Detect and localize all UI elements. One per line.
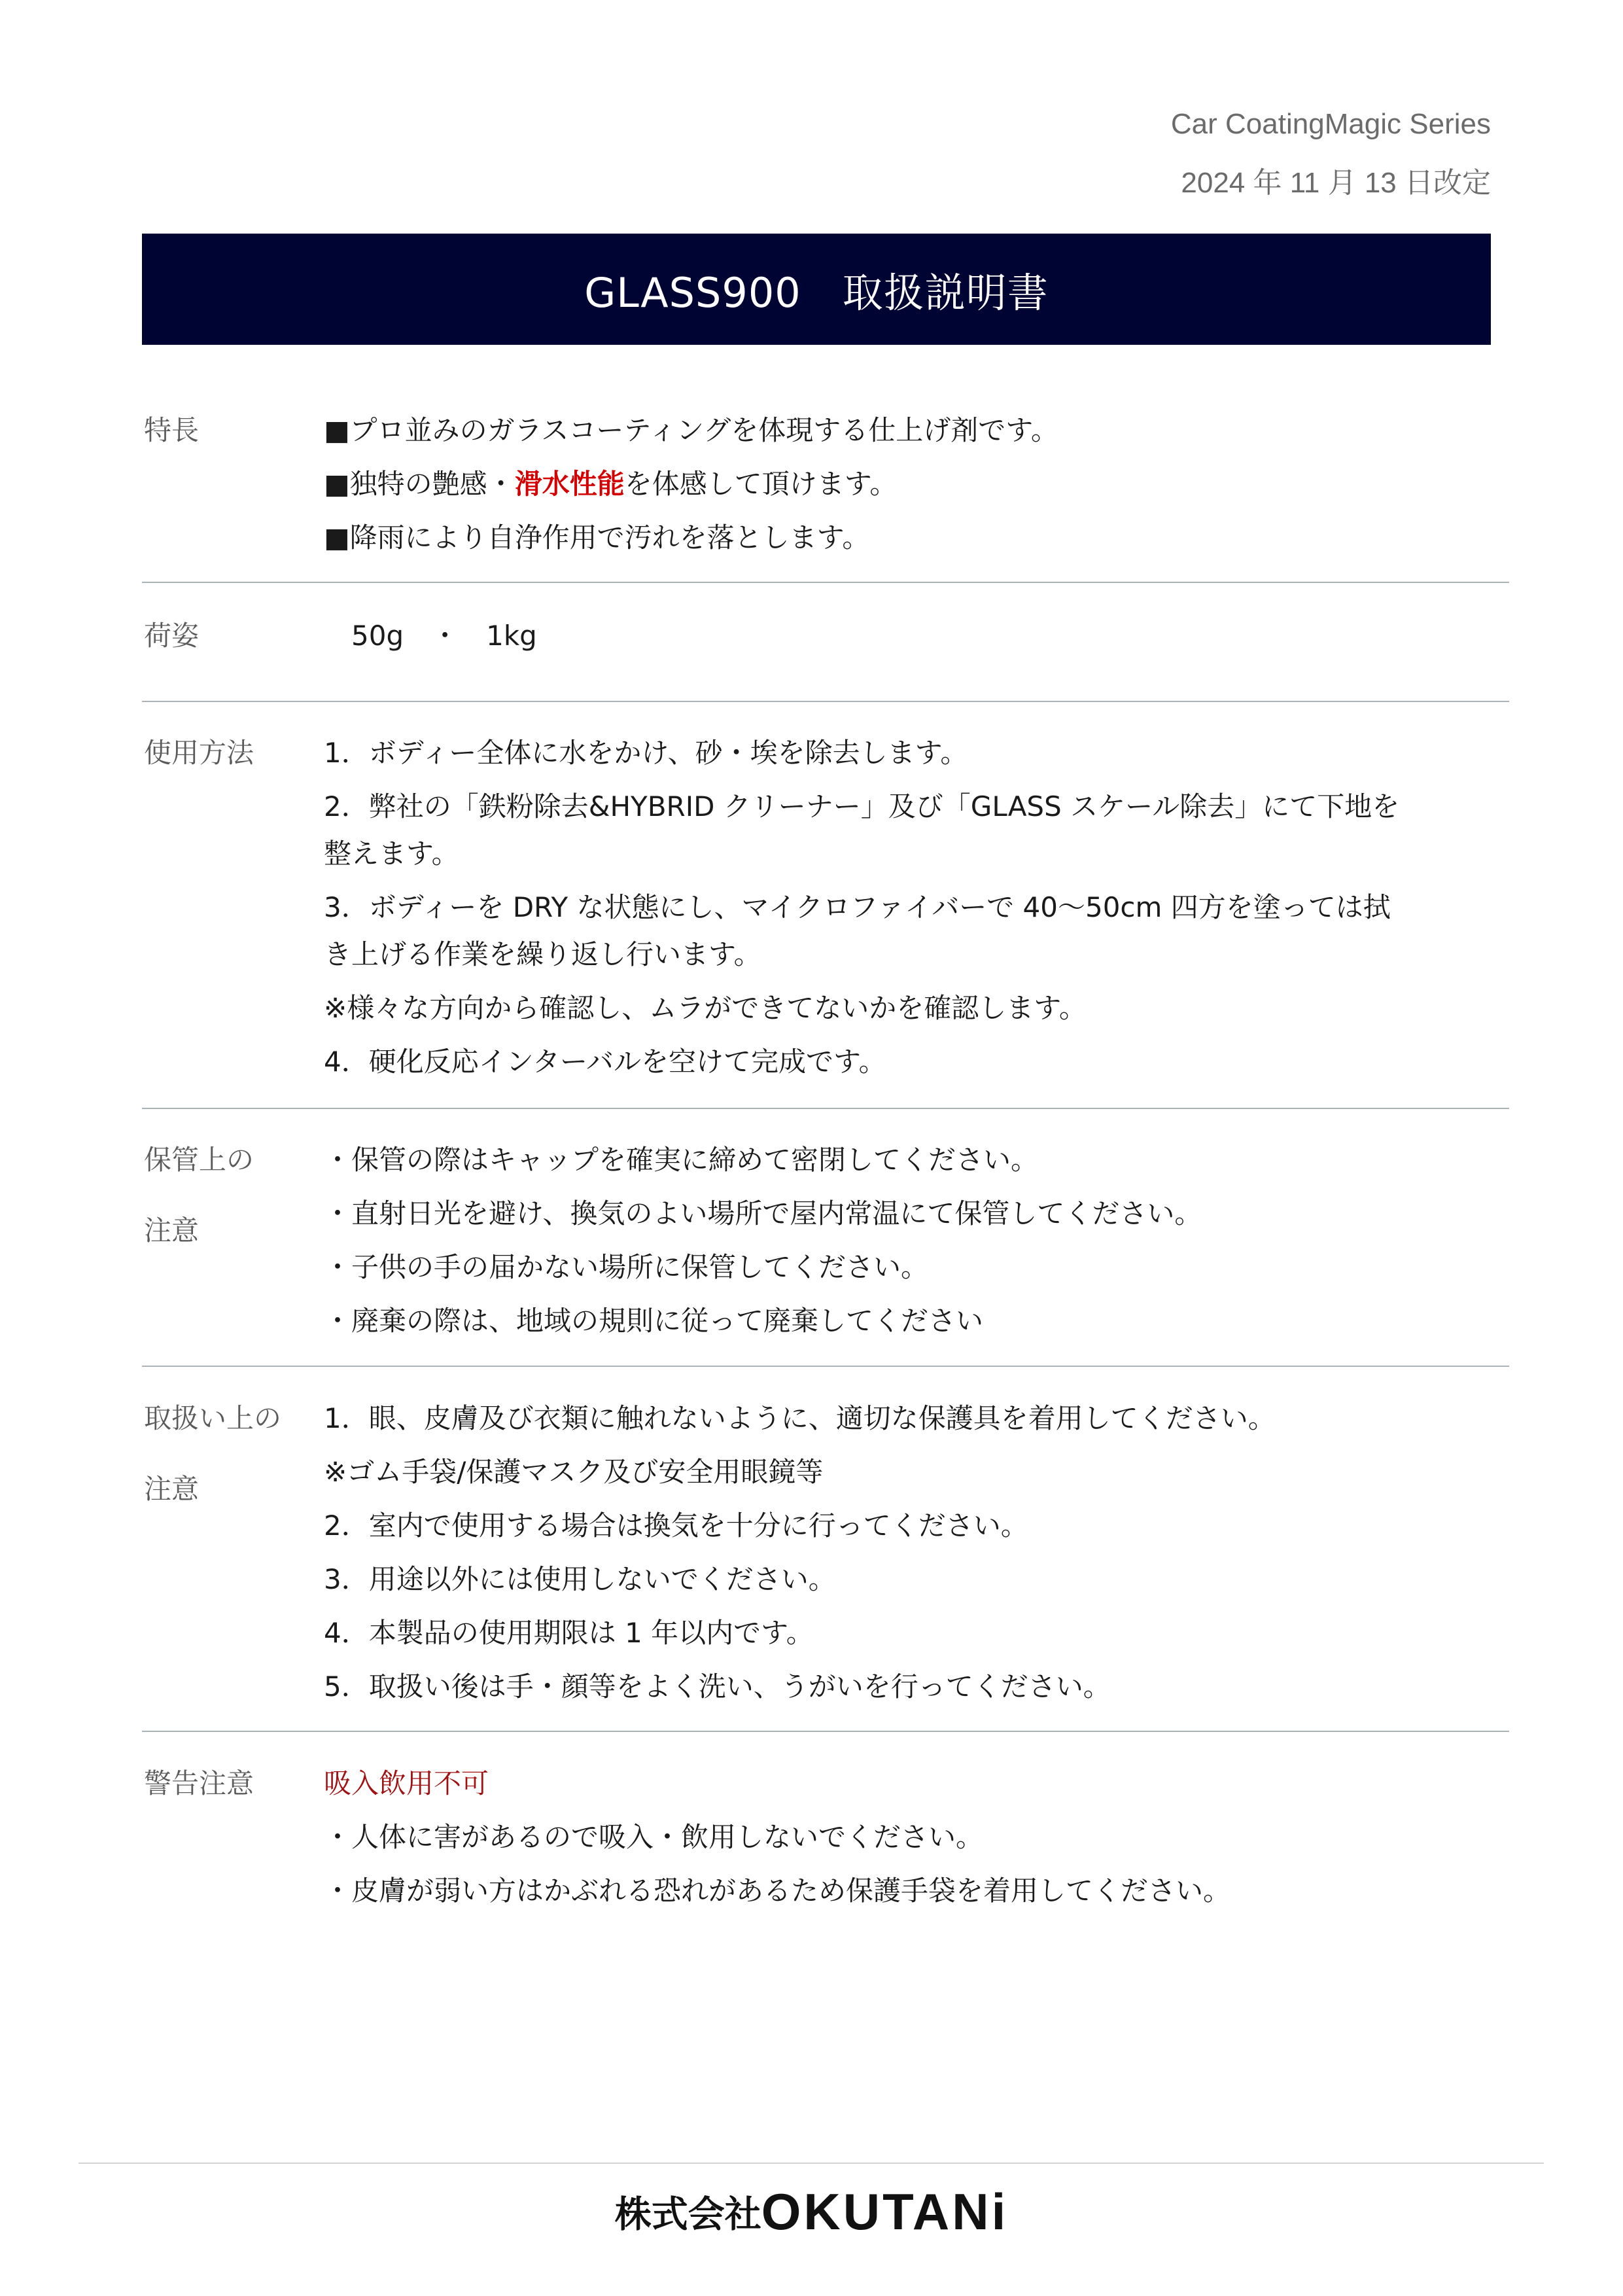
handling-item-5: 5．取扱い後は手・顔等をよく洗い、うがいを行ってください。 (324, 1670, 1111, 1703)
warning-label: 警告注意 (144, 1767, 254, 1799)
features-line-1: ■プロ並みのガラスコーティングを体現する仕上げ剤です。 (324, 414, 1058, 446)
storage-item-1: ・保管の際はキャップを確実に締めて密閉してください。 (324, 1144, 1039, 1176)
divider (142, 1108, 1509, 1109)
handling-item-2: 2．室内で使用する場合は換気を十分に行ってください。 (324, 1510, 1028, 1542)
footer-divider (79, 2163, 1544, 2164)
warning-headline: 吸入飲用不可 (324, 1767, 489, 1799)
series-name: Car CoatingMagic Series (1170, 108, 1491, 140)
document-title-bar (142, 234, 1491, 345)
storage-item-2: ・直射日光を避け、換気のよい場所で屋内常温にて保管してください。 (324, 1197, 1202, 1229)
handling-note: ※ゴム手袋/保護マスク及び安全用眼鏡等 (324, 1456, 824, 1488)
divider (142, 1366, 1509, 1367)
handling-item-4: 4．本製品の使用期限は 1 年以内です。 (324, 1617, 814, 1649)
features-line-2-prefix: ■独特の艶感・ (324, 468, 515, 500)
usage-step-2-cont: 整えます。 (324, 838, 459, 870)
features-line-3: ■降雨により自浄作用で汚れを落とします。 (324, 521, 870, 554)
features-label: 特長 (144, 414, 200, 446)
usage-step-3-cont: き上げる作業を繰り返し行います。 (324, 938, 761, 970)
handling-item-3: 3．用途以外には使用しないでください。 (324, 1563, 836, 1595)
divider (142, 701, 1509, 702)
usage-note: ※様々な方向から確認し、ムラができてないかを確認します。 (324, 992, 1087, 1024)
usage-label: 使用方法 (144, 737, 254, 769)
warning-item-1: ・人体に害があるので吸入・飲用しないでください。 (324, 1821, 984, 1853)
storage-item-3: ・子供の手の届かない場所に保管してください。 (324, 1251, 929, 1283)
storage-label-line-1: 保管上の (144, 1144, 254, 1176)
storage-label (144, 1125, 301, 1266)
company-logo (0, 2182, 1623, 2242)
handling-label (144, 1383, 301, 1525)
handling-label-line-1: 取扱い上の (144, 1402, 282, 1434)
features-line-2-suffix: を体感して頂けます。 (624, 468, 898, 500)
usage-step-1: 1．ボディー全体に水をかけ、砂・埃を除去します。 (324, 737, 968, 769)
storage-item-4: ・廃棄の際は、地域の規則に従って廃棄してください (324, 1305, 984, 1337)
warning-item-2: ・皮膚が弱い方はかぶれる恐れがあるため保護手袋を着用してください。 (324, 1875, 1231, 1907)
handling-item-1: 1．眼、皮膚及び衣類に触れないように、適切な保護具を着用してください。 (324, 1402, 1276, 1434)
packaging-sizes: 50g ・ 1kg (351, 620, 537, 652)
revised-date: 2024 年 11 月 13 日改定 (1181, 167, 1491, 199)
usage-step-2: 2．弊社の「鉄粉除去&HYBRID クリーナー」及び「GLASS スケール除去」にて下地を (324, 790, 1400, 822)
document-title: GLASS900 取扱説明書 (584, 268, 1049, 317)
divider (142, 582, 1509, 583)
handling-label-line-2: 注意 (144, 1473, 200, 1505)
storage-label-line-2: 注意 (144, 1214, 200, 1246)
divider (142, 1731, 1509, 1732)
usage-step-3: 3．ボディーを DRY な状態にし、マイクロファイバーで 40～50cm 四方を塗っては拭 (324, 891, 1391, 923)
packaging-label: 荷姿 (144, 620, 200, 652)
features-line-2 (324, 461, 1449, 508)
company-name-jp: 株式会社 (614, 2193, 761, 2236)
water-sliding-highlight: 滑水性能 (514, 468, 625, 500)
company-name-en: OKUTANi (761, 2183, 1009, 2240)
usage-step-4: 4．硬化反応インターバルを空けて完成です。 (324, 1046, 886, 1078)
